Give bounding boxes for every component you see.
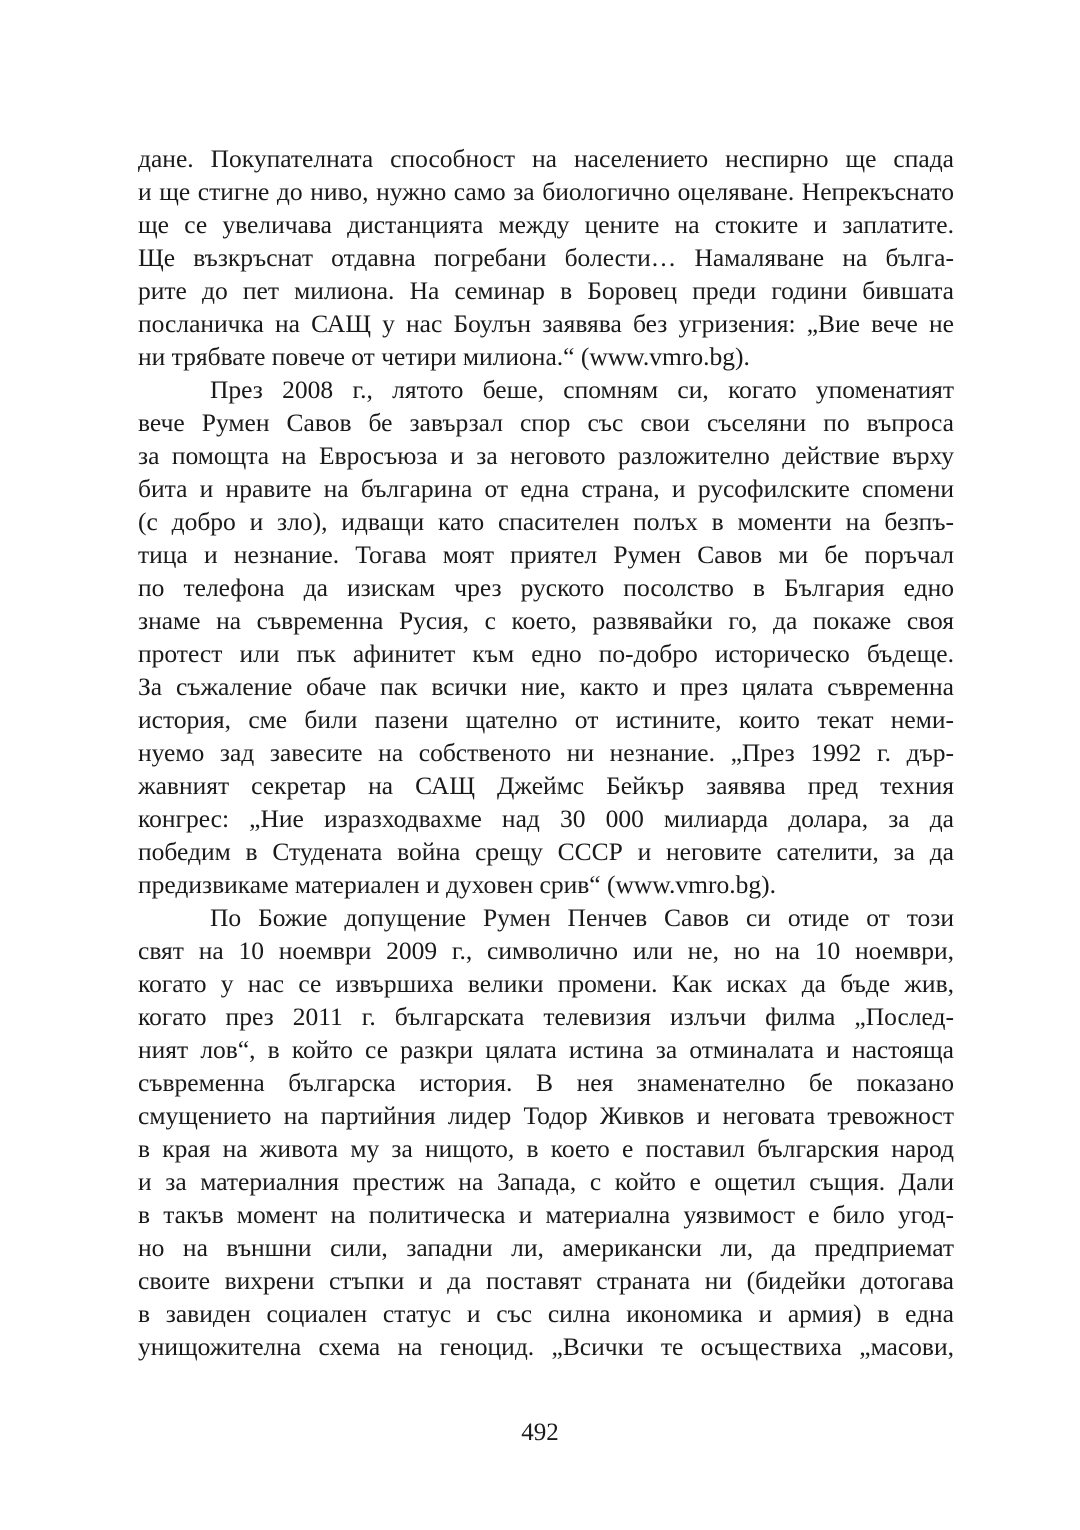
text-line: своите вихрени стъпки и да поставят страната ни (бидейки дотогава (138, 1266, 954, 1295)
text-line: Ще възкръснат отдавна погребани болести… Намаляване на бълга- (138, 243, 954, 272)
text-line: предизвикаме материален и духовен срив“ (www.vmro.bg). (138, 870, 776, 899)
text-line: когато у нас се извършиха велики промени. Как исках да бъде жив, (138, 969, 954, 998)
text-line: жавният секретар на САЩ Джеймс Бейкър заявява пред техния (138, 771, 954, 800)
text-line: смущението на партийния лидер Тодор Живков и неговата тревожност (138, 1101, 954, 1130)
text-line: По Божие допущение Румен Пенчев Савов си отиде от този (210, 903, 954, 932)
text-line: унищожителна схема на геноцид. „Всички те осъществиха „масови, (138, 1332, 954, 1361)
text-line: тица и незнание. Тогава моят приятел Румен Савов ми бе поръчал (138, 540, 954, 569)
text-line: рите до пет милиона. На семинар в Боровец преди години бившата (138, 276, 954, 305)
text-line: но на външни сили, западни ли, американски ли, да предприемат (138, 1233, 954, 1262)
text-line: вече Румен Савов бе завързал спор със свои съселяни по въпроса (138, 408, 954, 437)
text-line: конгрес: „Ние изразходвахме над 30 000 милиарда долара, за да (138, 804, 954, 833)
paragraph (138, 901, 954, 1363)
text-line: знаме на съвременна Русия, с което, развявайки го, да покаже своя (138, 606, 954, 635)
paragraph (138, 142, 954, 373)
text-line: по телефона да изискам чрез руското посолство в България едно (138, 573, 954, 602)
page-number: 492 (521, 1419, 559, 1446)
text-line: нуемо зад завесите на собственото ни незнание. „През 1992 г. дър- (138, 738, 954, 767)
text-line: бита и нравите на българина от една страна, и русофилските спомени (138, 474, 954, 503)
text-line: в такъв момент на политическа и материална уязвимост е било угод- (138, 1200, 954, 1229)
text-line: победим в Студената война срещу СССР и неговите сателити, за да (138, 837, 954, 866)
text-line: посланичка на САЩ у нас Боулън заявява без угризения: „Вие вече не (138, 309, 954, 338)
text-line: когато през 2011 г. българската телевизия излъчи филма „Послед- (138, 1002, 954, 1031)
text-line: ният лов“, в който се разкри цялата истина за отминалата и настояща (138, 1035, 954, 1064)
text-line: ще се увеличава дистанцията между цените на стоките и заплатите. (138, 210, 954, 239)
text-line: свят на 10 ноември 2009 г., символично или не, но на 10 ноември, (138, 936, 954, 965)
text-line: (с добро и зло), идващи като спасителен полъх в моменти на безпъ- (138, 507, 954, 536)
text-line: съвременна българска история. В нея знаменателно бе показано (138, 1068, 954, 1097)
text-line: ни трябвате повече от четири милиона.“ (www.vmro.bg). (138, 342, 750, 371)
text-line: в завиден социален статус и със силна икономика и армия) в една (138, 1299, 954, 1328)
text-line: протест или пък афинитет към едно по-добро историческо бъдеще. (138, 639, 954, 668)
body-text (138, 142, 954, 1363)
text-line: През 2008 г., лятото беше, спомням си, когато упоменатият (210, 375, 954, 404)
text-line: и ще стигне до ниво, нужно само за биологично оцеляване. Непрекъснато (138, 177, 954, 206)
text-line: за помощта на Евросъюза и за неговото разложително действие върху (138, 441, 954, 470)
text-line: история, сме били пазени щателно от истините, които текат неми- (138, 705, 954, 734)
paragraph (138, 373, 954, 901)
text-line: дане. Покупателната способност на населението неспирно ще спада (138, 144, 954, 173)
text-line: в края на живота му за нищото, в което е поставил българския народ (138, 1134, 954, 1163)
text-line: и за материалния престиж на Запада, с който е ощетил същия. Дали (138, 1167, 954, 1196)
text-line: За съжаление обаче пак всички ние, както и през цялата съвременна (138, 672, 954, 701)
